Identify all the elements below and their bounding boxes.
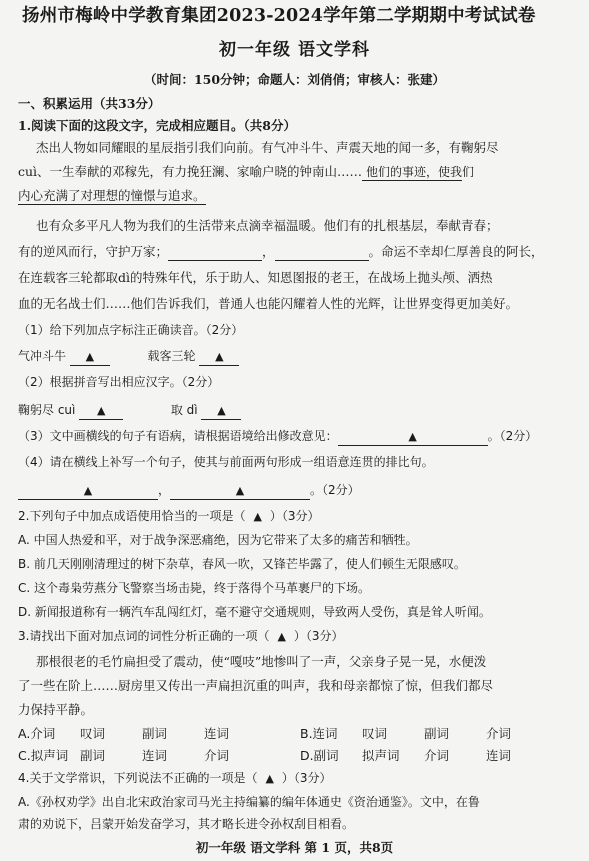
q1-sub3-text: （3）文中画横线的句子有语病，请根据语境给出修改意见： [18, 429, 338, 443]
q1-para1-line2 [18, 164, 475, 181]
exam-title: 扬州市梅岭中学教育集团2023-2024学年第二学期期中考试试卷 [22, 6, 536, 26]
q4-points: ）（3分） [281, 771, 332, 785]
q1-para2-line2a: 有的逆风而行，守护万家； [18, 244, 169, 259]
q3-stem-text: 3.请找出下面对加点词的词性分析正确的一项（ [18, 629, 270, 643]
q1-sub1-items [18, 348, 239, 366]
answer-triangle-marker[interactable]: ▲ [170, 483, 310, 500]
sub1-item-1: 气冲斗牛 [18, 349, 67, 363]
q1-para2-line2: 有的逆风而行，守护万家； ， 。命运不幸却仁厚善良的阿长， [18, 244, 544, 259]
answer-triangle-marker[interactable]: ▲ [201, 403, 241, 420]
q3-option-c: C.拟声词 副词 连词 介词 [18, 748, 230, 763]
q1-sub4-points: （2分） [322, 483, 360, 497]
q3-passage-line1: 那根很老的毛竹扁担受了震动，使“嘎吱”地惨叫了一声，父亲身子晃一晃，水便泼 [36, 654, 487, 669]
q1-sub1: （1）给下列加点字标注正确读音。（2分） [18, 323, 244, 337]
answer-triangle-marker[interactable]: ▲ [253, 510, 262, 523]
q1-para1-line2-text: cuì、一生奉献的邓稼先，有力挽狂澜、家喻户晓的钟南山…… [18, 164, 363, 179]
answer-triangle-marker[interactable]: ▲ [265, 772, 274, 785]
exam-meta: （时间：150分钟；命题人：刘俏俏；审核人：张建） [143, 72, 446, 87]
sub2-item-2: 取 dì [170, 403, 198, 417]
answer-triangle-marker[interactable]: ▲ [277, 630, 286, 643]
page-footer: 初一年级 语文学科 第 1 页，共8页 [195, 840, 394, 855]
q4-option-a-line2: 肃的劝说下，吕蒙开始发奋学习，其才略长进令孙权刮目相看。 [18, 817, 355, 831]
q1-para2-line4: 血的无名战士们……他们告诉我们，普通人也能闪耀着人性的光辉，让世界变得更加美好。 [18, 296, 519, 311]
sub1-item-2: 载客三轮 [147, 349, 196, 363]
q2-stem [18, 508, 320, 525]
q2-points: ）（3分） [269, 509, 320, 523]
answer-triangle-marker[interactable]: ▲ [70, 349, 110, 366]
answer-triangle-marker[interactable]: ▲ [79, 403, 123, 420]
answer-triangle-marker[interactable]: ▲ [18, 483, 158, 500]
q1-para2-line1: 也有众多平凡人物为我们的生活带来点滴幸福温暖。他们有的扎根基层，奉献青春； [36, 218, 499, 233]
q2-stem-text: 2.下列句子中加点成语使用恰当的一项是（ [18, 509, 246, 523]
q3-points: ）（3分） [293, 629, 344, 643]
q1-stem: 1.阅读下面的这段文字，完成相应题目。（共8分） [18, 118, 296, 133]
q3-passage-line3: 力保持平静。 [18, 702, 94, 717]
q1-para1-line3 [18, 188, 206, 205]
q4-option-a-line1: A.《孙权劝学》出自北宋政治家司马光主持编纂的编年体通史《资治通鉴》。文中，在鲁 [18, 795, 480, 809]
q1-sub3 [18, 428, 537, 446]
q2-option-a: A. 中国人热爱和平，对于战争深恶痛绝，因为它带来了太多的痛苦和牺牲。 [18, 533, 418, 547]
q1-sub2-items [18, 402, 241, 420]
q3-option-b: B.连词 叹词 副词 介词 [300, 726, 512, 741]
q3-option-a: A.介词 叹词 副词 连词 [18, 726, 230, 741]
q4-stem [18, 770, 332, 787]
q1-faulty-sentence: 内心充满了对理想的憧憬与追求。 [18, 188, 206, 203]
q3-passage-line2: 了一些在阶上……厨房里又传出一声扁担沉重的叫声，我和母亲都惊了惊，但我们都尽 [18, 678, 494, 693]
q1-answer-blank-underline [362, 164, 475, 181]
q1-sub2: （2）根据拼音写出相应汉字。（2分） [18, 375, 220, 389]
q1-para1-line1: 杰出人物如同耀眼的星辰指引我们向前。有气冲斗牛、声震天地的闻一多，有鞠躬尽 [36, 140, 499, 155]
q3-stem [18, 628, 344, 645]
q2-option-d: D. 新闻报道称有一辆汽车乱闯红灯，毫不避守交通规则，导致两人受伤，真是耸人听闻。 [18, 605, 491, 619]
section-heading: 一、积累运用（共33分） [18, 96, 161, 111]
q1-para2-line3: 在连载客三轮都取dì的特殊年代，乐于助人、知恩图报的老王，在战场上抛头颅、洒热 [18, 270, 493, 285]
q1-sub3-points: 。（2分） [487, 429, 538, 443]
fill-blank-1[interactable] [168, 244, 262, 261]
handwritten-answer: 他们的事迹，使我们 [366, 165, 475, 179]
answer-triangle-marker[interactable]: ▲ [338, 429, 488, 446]
q1-sub4-answer: ▲ ， ▲ 。（2分） [18, 482, 360, 500]
sub2-item-1: 鞠躬尽 cuì [18, 403, 76, 417]
answer-triangle-marker[interactable]: ▲ [199, 349, 239, 366]
q1-sub4: （4）请在横线上补写一个句子，使其与前面两句形成一组语意连贯的排比句。 [18, 455, 434, 469]
fill-blank-2[interactable] [275, 244, 369, 261]
exam-subtitle: 初一年级 语文学科 [219, 40, 370, 60]
q4-stem-text: 4.关于文学常识，下列说法不正确的一项是（ [18, 771, 258, 785]
q2-option-b: B. 前几天刚刚清理过的树下杂草，春风一吹，又锋芒毕露了，使人们顿生无限感叹。 [18, 557, 466, 571]
q1-para2-line2b: 命运不幸却仁厚善良的阿长， [381, 244, 544, 259]
q2-option-c: C. 这个毒枭劳燕分飞警察当场击毙，终于落得个马革裹尸的下场。 [18, 581, 371, 595]
q3-option-d: D.副词 拟声词 介词 连词 [300, 748, 512, 763]
